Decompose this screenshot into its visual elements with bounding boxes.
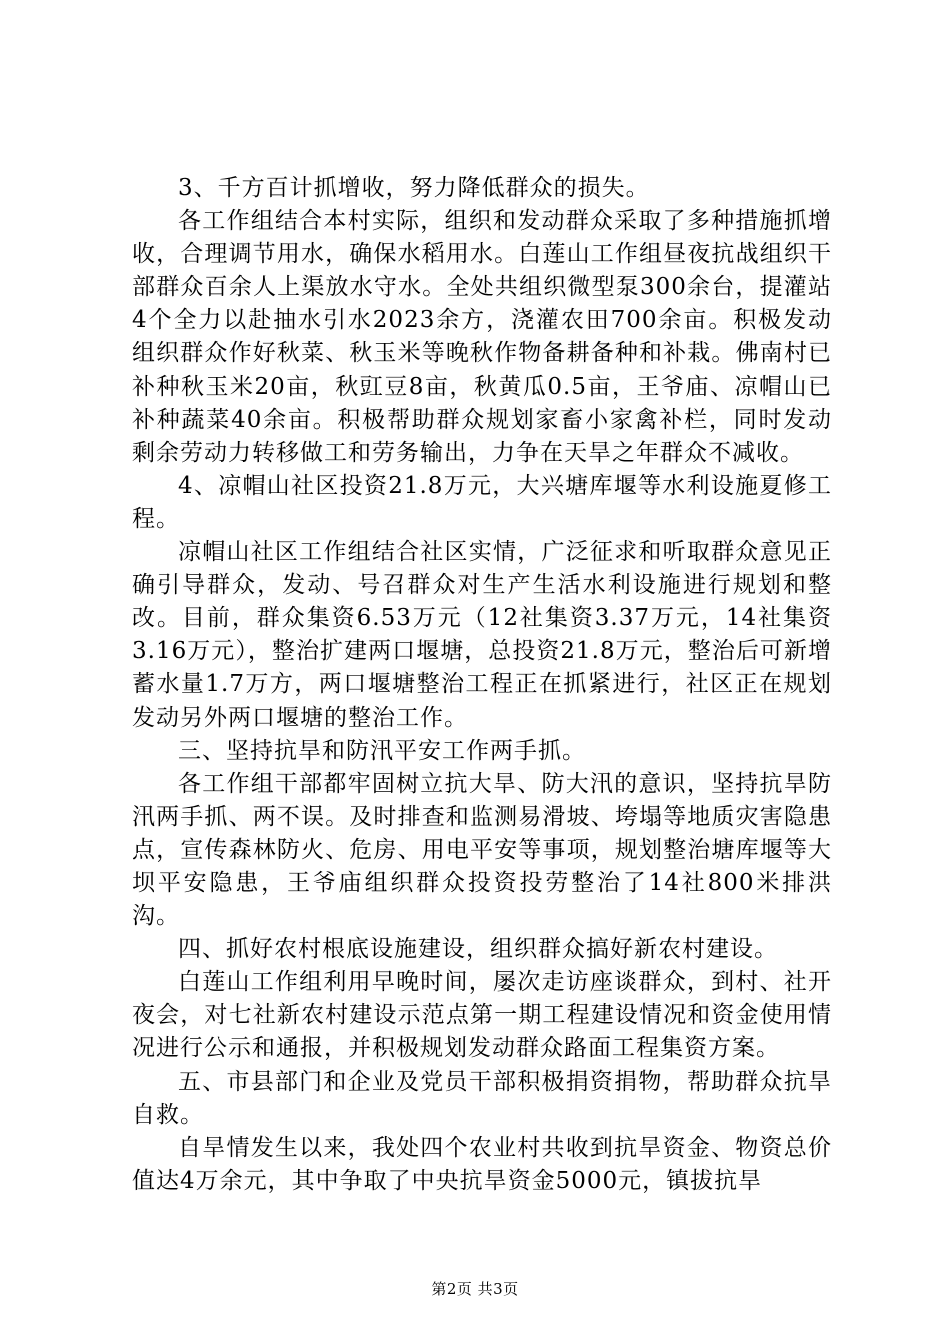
paragraph-increase-income: 各工作组结合本村实际，组织和发动群众采取了多种措施抓增收，合理调节用水，确保水稻用水。白莲山工作组昼夜抗战组织干部群众百余人上渠放水守水。全处共组织微型泵300余台，提灌站4个全力以赴抽水引水2023余方，浇灌农田700余亩。积极发动组织群众作好秋菜、秋玉米等晚秋作物备耕备种和补栽。佛南村已补种秋玉米20亩，秋豇豆8亩，秋黄瓜0.5亩，王爷庙、凉帽山已补种蔬菜40余亩。积极帮助群众规划家畜小家禽补栏，同时发动剩余劳动力转移做工和劳务输出，力争在天旱之年群众不减收。	[132, 208, 832, 466]
heading-increase-income: 3、千方百计抓增收，努力降低群众的损失。	[178, 175, 650, 201]
paragraph-drought-flood: 各工作组干部都牢固树立抗大旱、防大汛的意识，坚持抗旱防汛两手抓、两不误。及时排查和监测易滑坡、垮塌等地质灾害隐患点，宣传森林防火、危房、用电平安等事项，规划整治塘库堰等大坝平安隐患，王爷庙组织群众投资投劳整治了14社800米排洪沟。	[132, 770, 832, 930]
heading-drought-flood: 三、坚持抗旱和防汛平安工作两手抓。	[178, 737, 586, 764]
heading-liangmaoshan-investment: 4、凉帽山社区投资21.8万元，大兴塘库堰等水利设施夏修工程。	[132, 472, 832, 532]
document-body	[132, 172, 832, 1198]
paragraph-infrastructure: 白莲山工作组利用早晚时间，屡次走访座谈群众，到村、社开夜会，对七社新农村建设示范点第一期工程建设情况和资金使用情况进行公示和通报，并积极规划发动群众路面工程集资方案。	[132, 969, 832, 1062]
paragraph-liangmaoshan-investment: 凉帽山社区工作组结合社区实情，广泛征求和听取群众意见正确引导群众，发动、号召群众对生产生活水利设施进行规划和整改。目前，群众集资6.53万元（12社集资3.37万元，14社集资3.16万元），整治扩建两口堰塘，总投资21.8万元，整治后可新增蓄水量1.7万方，两口堰塘整治工程正在抓紧进行，社区正在规划发动另外两口堰塘的整治工作。	[132, 539, 832, 731]
heading-infrastructure: 四、抓好农村根底设施建设，组织群众搞好新农村建设。	[178, 936, 778, 963]
heading-donations: 五、市县部门和企业及党员干部积极捐资捐物，帮助群众抗旱自救。	[132, 1068, 832, 1128]
page-number: 第2页 共3页	[431, 1280, 519, 1298]
paragraph-donations: 自旱情发生以来，我处四个农业村共收到抗旱资金、物资总价值达4万余元，其中争取了中央抗旱资金5000元，镇拔抗旱	[132, 1134, 832, 1194]
page-footer	[0, 1278, 950, 1299]
